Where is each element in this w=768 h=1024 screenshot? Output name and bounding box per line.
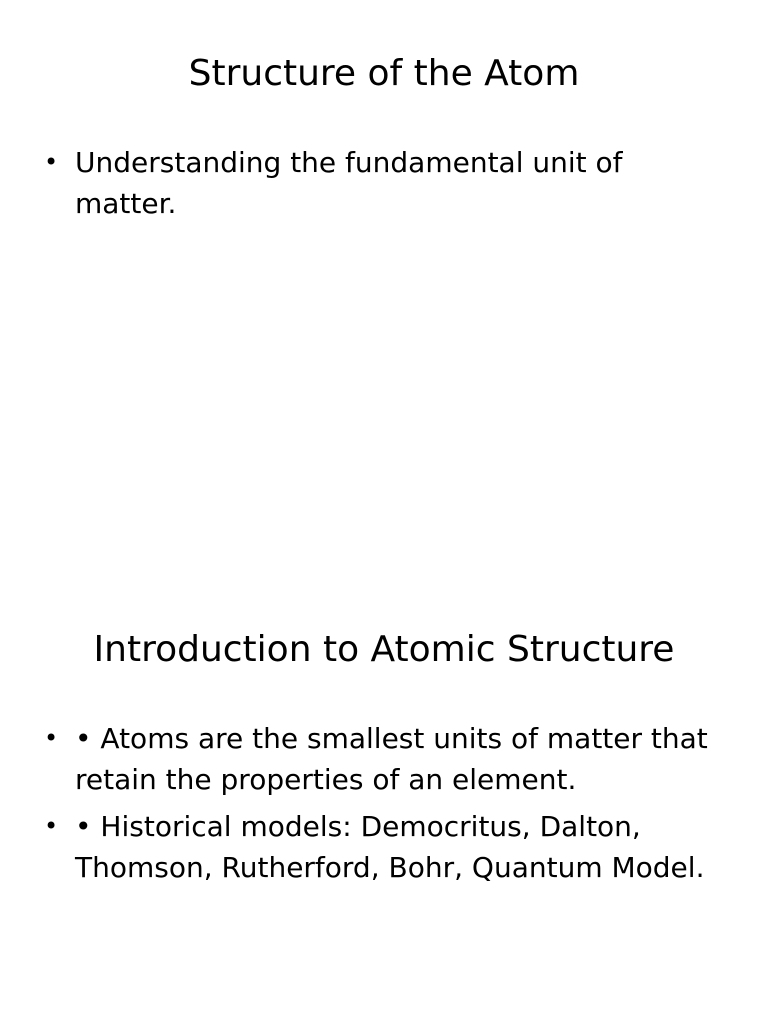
slide-title: Structure of the Atom bbox=[188, 53, 580, 94]
slide-title: Introduction to Atomic Structure bbox=[93, 629, 675, 670]
bullet-item bbox=[40, 806, 720, 888]
bullet-item bbox=[40, 718, 720, 800]
bullet-text: • Atoms are the smallest units of matter that retain the properties of an element. bbox=[75, 722, 708, 796]
bullet-text: Understanding the fundamental unit of matter. bbox=[75, 146, 623, 220]
bullet-list bbox=[40, 142, 720, 230]
bullet-icon: • bbox=[44, 148, 59, 176]
bullet-item bbox=[40, 142, 720, 224]
bullet-icon: • bbox=[44, 812, 59, 840]
bullet-text: • Historical models: Democritus, Dalton, Thomson, Rutherford, Bohr, Quantum Model. bbox=[75, 810, 705, 884]
bullet-list bbox=[40, 718, 720, 894]
bullet-icon: • bbox=[44, 724, 59, 752]
slide-2 bbox=[0, 576, 768, 1024]
